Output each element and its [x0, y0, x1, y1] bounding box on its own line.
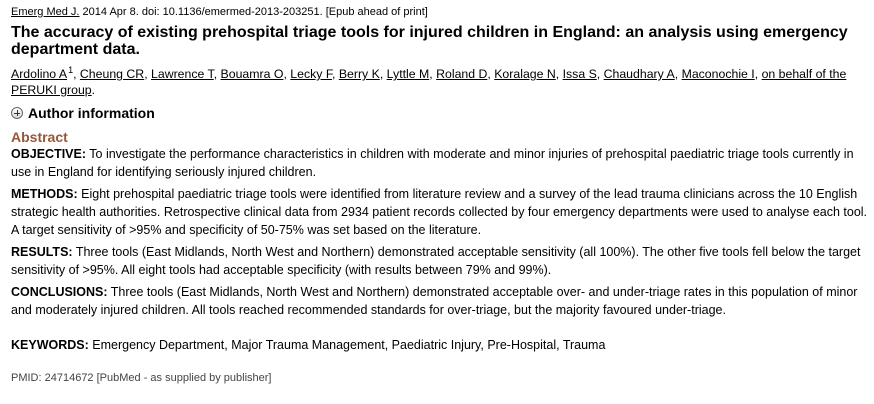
journal-link[interactable]: Emerg Med J. — [11, 6, 80, 18]
section-text: Three tools (East Midlands, North West and Northern) demonstrated acceptable sensitivity (all 100%). The other five tools fell below the target sensitivity of >95%. All eight tools had acceptable specificity (with results between 79% and 99%). — [11, 245, 861, 277]
citation-line — [11, 5, 869, 19]
author-link[interactable]: Issa S — [562, 67, 597, 81]
section-text: To investigate the performance characteristics in children with moderate and minor injuries of prehospital paediatric triage tools currently in use in England for identifying seriously injured children. — [11, 147, 854, 179]
author-link[interactable]: Maconochie I — [681, 67, 755, 81]
abstract-conclusions — [11, 283, 869, 319]
citation-details: 2014 Apr 8. doi: 10.1136/emermed-2013-203251. [Epub ahead of print] — [79, 6, 428, 18]
abstract-methods — [11, 185, 869, 239]
pmid-line: PMID: 24714672 [PubMed - as supplied by publisher] — [11, 372, 272, 384]
author-link[interactable]: on behalf of the PERUKI group — [11, 67, 847, 97]
abstract-heading: Abstract — [11, 129, 68, 145]
author-link[interactable]: Chaudhary A — [603, 67, 675, 81]
author-information-label: Author information — [28, 105, 155, 121]
keywords — [11, 336, 869, 354]
abstract-body — [11, 145, 869, 319]
author-information-toggle[interactable] — [11, 104, 869, 122]
article-title: The accuracy of existing prehospital triage tools for injured children in England: an analysis using emergency department data. — [11, 24, 848, 58]
keywords-label: KEYWORDS: — [11, 338, 89, 352]
author-link[interactable]: Roland D — [436, 67, 488, 81]
author-link[interactable]: Koralage N — [494, 67, 556, 81]
section-label: OBJECTIVE: — [11, 147, 87, 161]
author-link[interactable]: Lecky F — [290, 67, 332, 81]
section-label: METHODS: — [11, 187, 78, 201]
section-label: RESULTS: — [11, 245, 73, 259]
author-link[interactable]: Berry K — [338, 67, 380, 81]
section-text: Three tools (East Midlands, North West and Northern) demonstrated acceptable over- and under-triage rates in this population of minor and moderately injured children. All tools reached recommended standards for over-triage, but the majority favoured under-triage. — [11, 285, 858, 317]
expand-plus-icon[interactable] — [11, 107, 23, 119]
author-list: Ardolino $A^1$, Cheung CR, Lawrence T, Bouamra O, Lecky F, Berry K, Lyttle M, Roland D, Koralage N, Issa S, Chaudhary A, Maconochie I, on behalf of the PERUKI group. — [11, 65, 847, 97]
author-affiliation-marker: 1 — [68, 65, 74, 75]
abstract-results — [11, 243, 869, 279]
author-link[interactable]: Ardolino A — [11, 67, 68, 81]
author-link[interactable]: Bouamra O — [220, 67, 284, 81]
author-link[interactable]: Lyttle M — [386, 67, 430, 81]
keywords-text: Emergency Department, Major Trauma Management, Paediatric Injury, Pre-Hospital, Trauma — [88, 338, 606, 352]
abstract-page — [11, 5, 869, 385]
section-text: Eight prehospital paediatric triage tools were identified from literature review and a survey of the lead trauma clinicians across the 10 English strategic health authorities. Retrospective clinical data from 2934 patient records collected by four emergency departments were used to analyse each tool. A target sensitivity of >95% and specificity of 50-75% was set based on the literature. — [11, 187, 868, 237]
abstract-objective — [11, 145, 869, 181]
author-link[interactable]: Cheung CR — [79, 67, 145, 81]
section-label: CONCLUSIONS: — [11, 285, 108, 299]
author-link[interactable]: Lawrence T — [151, 67, 214, 81]
